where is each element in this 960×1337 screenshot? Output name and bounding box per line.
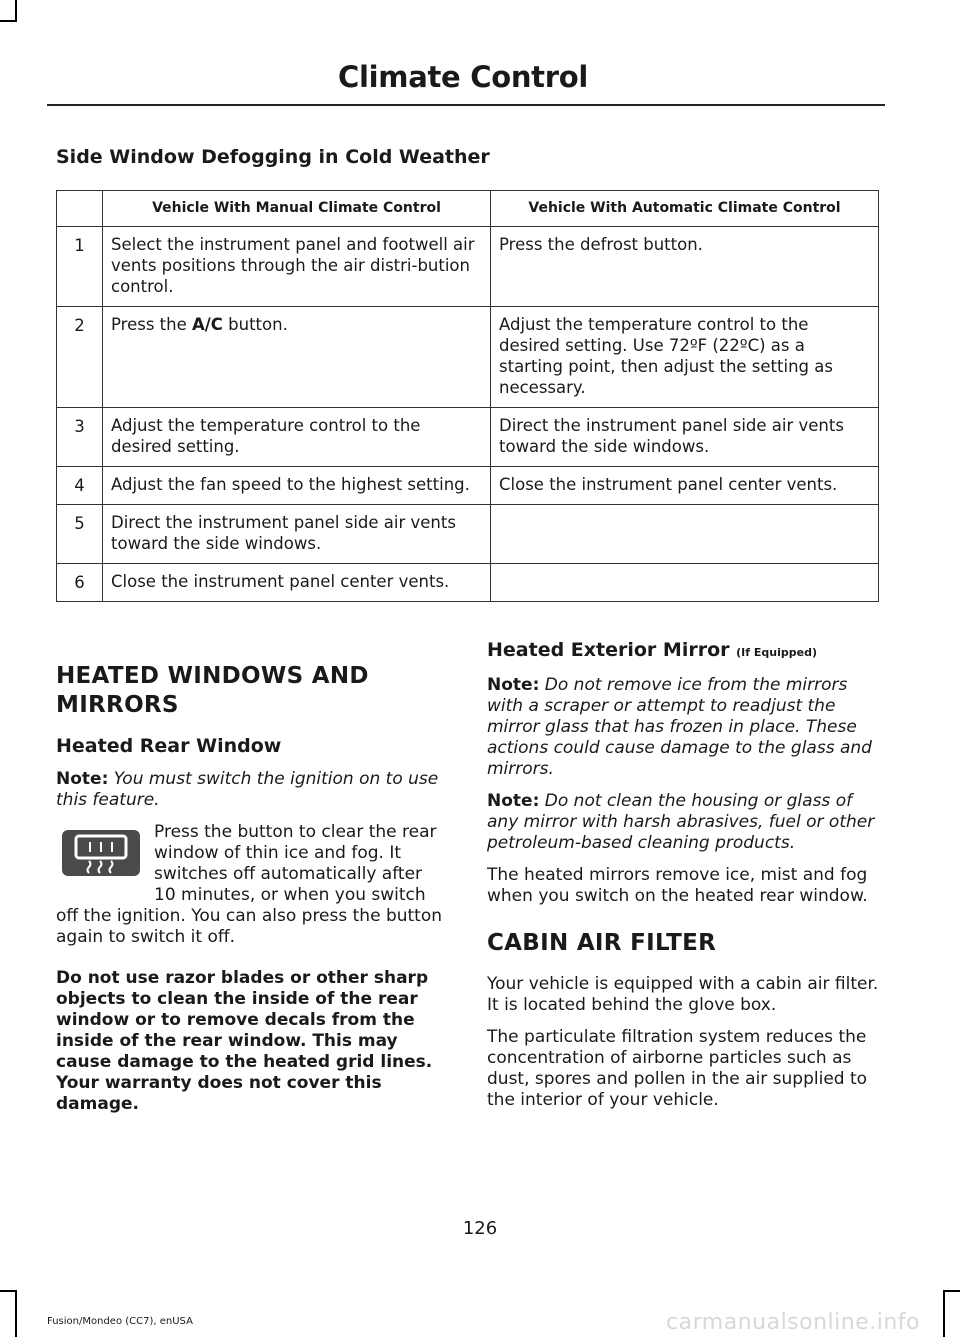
table-row — [57, 227, 879, 307]
note-text: You must switch the ignition on to use this feature. — [56, 769, 439, 810]
page-number: 126 — [462, 1218, 498, 1239]
crop-mark — [943, 1290, 945, 1337]
page-title: Climate Control — [338, 60, 588, 94]
rear-defrost-icon — [62, 830, 140, 876]
watermark: carmanualsonline.info — [666, 1310, 920, 1335]
footer-text: Fusion/Mondeo (CC7), enUSA — [47, 1316, 193, 1327]
section-heading: Side Window Defogging in Cold Weather — [56, 146, 490, 168]
auto-step — [491, 564, 879, 602]
note-label: Note: — [56, 769, 109, 789]
step-number: 1 — [57, 227, 103, 307]
crop-mark — [0, 20, 17, 22]
step-number: 3 — [57, 408, 103, 467]
if-equipped-label: (If Equipped) — [736, 646, 817, 659]
note-label: Note: — [487, 675, 540, 695]
table-row — [57, 467, 879, 505]
right-column — [487, 640, 879, 1122]
auto-step: Close the instrument panel center vents. — [491, 467, 879, 505]
ac-button-label: A/C — [192, 315, 223, 334]
heated-rear-window-heading: Heated Rear Window — [56, 735, 282, 757]
crop-mark — [0, 1290, 17, 1292]
rear-defrost-glyph — [62, 830, 140, 876]
step-number: 5 — [57, 505, 103, 564]
manual-step: Adjust the temperature control to the desired setting. — [103, 408, 491, 467]
heated-mirror-title: Heated Exterior Mirror — [487, 639, 730, 661]
note-text: Do not clean the housing or glass of any mirror with harsh abrasives, fuel or other petroleum-based cleaning products. — [487, 791, 875, 853]
crop-mark — [943, 1290, 960, 1292]
heated-windows-heading: HEATED WINDOWS AND MIRRORS — [56, 663, 369, 718]
table-header-manual: Vehicle With Manual Climate Control — [103, 191, 491, 227]
manual-step — [103, 307, 491, 408]
mirror-paragraph: The heated mirrors remove ice, mist and fog when you switch on the heated rear window. — [487, 865, 868, 906]
note-text: Do not remove ice from the mirrors with a scraper or attempt to readjust the mirror glass that has frozen in place. These actions could cause damage to the glass and mirrors. — [487, 675, 872, 779]
step-number: 4 — [57, 467, 103, 505]
note — [56, 769, 446, 811]
table-row — [57, 564, 879, 602]
auto-step — [491, 505, 879, 564]
table-header-row — [57, 191, 879, 227]
defogging-table — [56, 190, 879, 602]
table-header-num — [57, 191, 103, 227]
manual-step: Direct the instrument panel side air vents toward the side windows. — [103, 505, 491, 564]
warning-text: Do not use razor blades or other sharp objects to clean the inside of the rear window or to remove decals from the inside of the rear window. This may cause damage to the heated grid lines. Your warranty does not cover this damage. — [56, 968, 433, 1114]
heated-mirror-heading — [487, 640, 879, 663]
manual-step-text: Press the — [111, 315, 192, 334]
table-row — [57, 408, 879, 467]
rear-window-instructions — [56, 822, 446, 968]
table-row — [57, 505, 879, 564]
left-column — [56, 640, 446, 1126]
note-label: Note: — [487, 791, 540, 811]
note — [487, 675, 879, 780]
auto-step: Adjust the temperature control to the desired setting. Use 72ºF (22ºC) as a starting point, then adjust the setting as necessary. — [491, 307, 879, 408]
step-number: 2 — [57, 307, 103, 408]
cabin-paragraph: The particulate filtration system reduces the concentration of airborne particles such as dust, spores and pollen in the air supplied to the interior of your vehicle. — [487, 1027, 868, 1110]
manual-step-text: button. — [222, 315, 288, 334]
auto-step: Press the defrost button. — [491, 227, 879, 307]
table-header-auto: Vehicle With Automatic Climate Control — [491, 191, 879, 227]
cabin-paragraph: Your vehicle is equipped with a cabin air filter. It is located behind the glove box. — [487, 974, 879, 1015]
manual-step: Adjust the fan speed to the highest setting. — [103, 467, 491, 505]
manual-step: Close the instrument panel center vents. — [103, 564, 491, 602]
crop-mark — [15, 0, 17, 22]
table-row — [57, 307, 879, 408]
header-divider — [47, 104, 885, 106]
crop-mark — [15, 1290, 17, 1337]
step-number: 6 — [57, 564, 103, 602]
icon-slot — [56, 822, 146, 888]
cabin-air-filter-heading: CABIN AIR FILTER — [487, 930, 717, 956]
rear-window-paragraph: Press the button to clear the rear window of thin ice and fog. It switches off automatically after 10 minutes, or when you switch off the ignition. You can also press the button again to switch it off. — [56, 822, 443, 947]
manual-step: Select the instrument panel and footwell air vents positions through the air distri-bution control. — [103, 227, 491, 307]
auto-step: Direct the instrument panel side air vents toward the side windows. — [491, 408, 879, 467]
note — [487, 791, 879, 854]
